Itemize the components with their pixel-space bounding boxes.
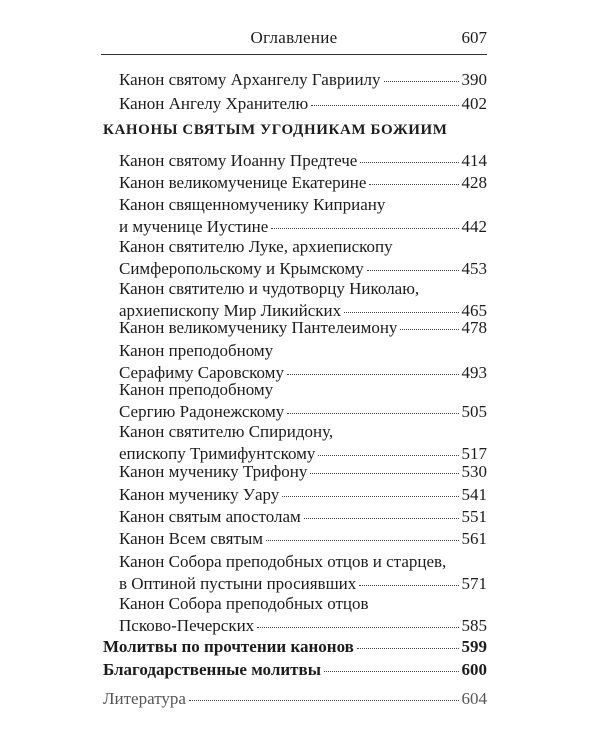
- toc-entry-title: Канон святому Архангелу Гавриилу: [119, 70, 381, 89]
- toc-entry-title: Литература: [103, 689, 186, 708]
- toc-entry-title-line1: Канон преподобному: [119, 380, 274, 399]
- toc-entry-page: 551: [461, 507, 487, 526]
- toc-entry-spyridon[interactable]: [119, 421, 487, 465]
- running-header: [101, 28, 487, 55]
- toc-entry-title: Канон мученику Уару: [119, 485, 280, 504]
- dot-leader: [266, 540, 458, 541]
- toc-entry-page: 505: [461, 402, 487, 421]
- toc-entry-title: Канон великомученице Екатерине: [119, 173, 367, 192]
- dot-leader: [360, 162, 458, 163]
- toc-entry-title: Канон Ангелу Хранителю: [119, 94, 309, 113]
- toc-entry-title: Канон мученику Трифону: [119, 462, 308, 481]
- toc-entry-title: Молитвы по прочтении канонов: [103, 637, 354, 656]
- toc-entry-title: Сергию Радонежскому: [119, 402, 285, 421]
- toc-entry-page: 599: [461, 637, 487, 656]
- dot-leader: [384, 81, 459, 82]
- toc-entry-title-line1: Канон святителю и чудотворцу Николаю,: [119, 279, 420, 298]
- toc-entry-seraphim[interactable]: [119, 340, 487, 384]
- section-heading: КАНОНЫ СВЯТЫМ УГОДНИКАМ БОЖИИМ: [103, 122, 448, 138]
- toc-entry-nicholas[interactable]: [119, 278, 487, 322]
- dot-leader: [367, 270, 459, 271]
- toc-entry-title: в Оптиной пустыни просиявших: [119, 574, 357, 593]
- toc-entry-uar[interactable]: [119, 484, 487, 506]
- toc-entry-pskov-pechersk[interactable]: [119, 593, 487, 637]
- toc-entry-page: 442: [461, 217, 487, 236]
- toc-entry-guardian-angel[interactable]: [119, 93, 487, 115]
- toc-entry-page: 428: [461, 173, 487, 192]
- dot-leader: [271, 228, 458, 229]
- dot-leader: [400, 329, 458, 330]
- toc-entry-title: Серафиму Саровскому: [119, 363, 284, 382]
- dot-leader: [311, 105, 458, 106]
- toc-entry-title-line1: Канон священномученику Киприану: [119, 195, 386, 214]
- toc-entry-luke[interactable]: [119, 236, 487, 280]
- toc-entry-title: Канон святому Иоанну Предтече: [119, 151, 358, 170]
- toc-entry-prayers-after-canons[interactable]: [103, 636, 487, 658]
- dot-leader: [359, 585, 458, 586]
- toc-entry-title: Псково-Печерских: [119, 616, 255, 635]
- toc-entry-page: 390: [461, 70, 487, 89]
- toc-entry-title-line1: Канон Собора преподобных отцов: [119, 594, 369, 613]
- toc-entry-thanksgiving-prayers[interactable]: [103, 659, 487, 681]
- toc-entry-john-baptist[interactable]: [119, 150, 487, 172]
- toc-entry-cyprian-justina[interactable]: [119, 194, 487, 238]
- toc-entry-page: 571: [461, 574, 487, 593]
- dot-leader: [318, 455, 458, 456]
- header-page-number: 607: [461, 28, 487, 47]
- toc-entry-title: епископу Тримифунтскому: [119, 444, 316, 463]
- toc-entry-page: 402: [461, 94, 487, 113]
- dot-leader: [189, 700, 459, 701]
- toc-entry-apostles[interactable]: [119, 506, 487, 528]
- toc-entry-title-line1: Канон Собора преподобных отцов и старцев,: [119, 552, 447, 571]
- toc-entry-title: архиепископу Мир Ликийских: [119, 301, 342, 320]
- dot-leader: [369, 184, 458, 185]
- toc-entry-page: 604: [461, 689, 487, 708]
- toc-entry-page: 493: [461, 363, 487, 382]
- toc-entry-page: 453: [461, 259, 487, 278]
- toc-entry-page: 585: [461, 616, 487, 635]
- dot-leader: [282, 496, 458, 497]
- dot-leader: [357, 648, 459, 649]
- dot-leader: [257, 627, 458, 628]
- toc-entry-title: Благодарственные молитвы: [103, 660, 321, 679]
- dot-leader: [287, 374, 459, 375]
- toc-entry-page: 465: [461, 301, 487, 320]
- dot-leader: [324, 671, 459, 672]
- toc-entry-all-saints[interactable]: [119, 528, 487, 550]
- toc-entry-page: 478: [461, 318, 487, 337]
- header-title: Оглавление: [250, 28, 338, 47]
- dot-leader: [310, 473, 458, 474]
- toc-entry-page: 414: [461, 151, 487, 170]
- dot-leader: [344, 312, 458, 313]
- toc-entry-title: Канон святым апостолам: [119, 507, 301, 526]
- toc-entry-title: и мученице Иустине: [119, 217, 269, 236]
- toc-entry-literature[interactable]: [103, 688, 487, 710]
- toc-entry-title: Канон Всем святым: [119, 529, 264, 548]
- toc-entry-title: Канон великомученику Пантелеимону: [119, 318, 398, 337]
- toc-entry-page: 600: [461, 660, 487, 679]
- toc-entry-panteleimon[interactable]: [119, 317, 487, 339]
- toc-entry-archangel-gabriel[interactable]: [119, 69, 487, 91]
- toc-entry-page: 541: [461, 485, 487, 504]
- toc-entry-page: 561: [461, 529, 487, 548]
- toc-entry-title-line1: Канон святителю Спиридону,: [119, 422, 334, 441]
- toc-entry-title: Симферопольскому и Крымскому: [119, 259, 364, 278]
- toc-entry-sergius[interactable]: [119, 379, 487, 423]
- toc-entry-title-line1: Канон святителю Луке, архиепископу: [119, 237, 393, 256]
- dot-leader: [304, 518, 459, 519]
- toc-entry-tryphon[interactable]: [119, 461, 487, 483]
- dot-leader: [287, 413, 458, 414]
- toc-entry-catherine[interactable]: [119, 172, 487, 194]
- toc-entry-optina-elders[interactable]: [119, 551, 487, 595]
- toc-entry-page: 517: [461, 444, 487, 463]
- toc-entry-title-line1: Канон преподобному: [119, 341, 274, 360]
- toc-entry-page: 530: [461, 462, 487, 481]
